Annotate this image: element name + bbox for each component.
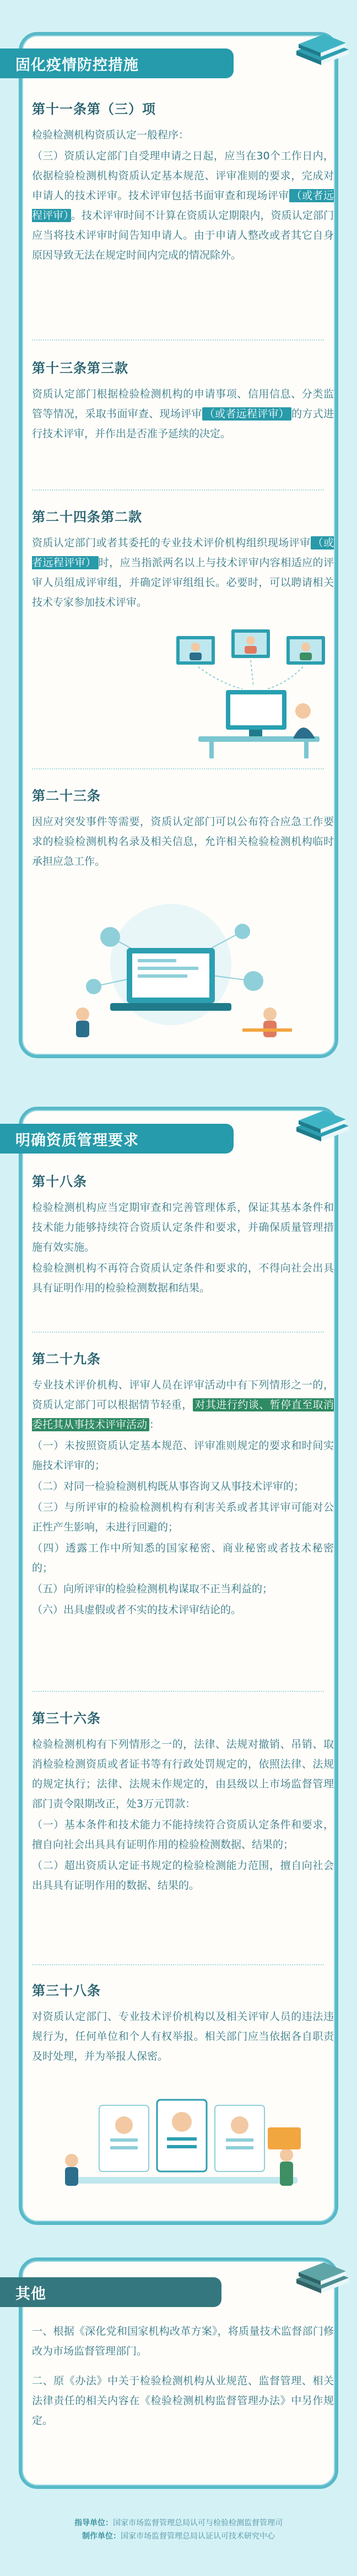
- article-36-block: [32, 1707, 334, 1896]
- paragraph: 对资质认定部门、专业技术评价机构以及相关评审人员的违法违规行为，任何单位和个人有权举报。相关部门应当依据各自职责及时处理，并为举报人保密。: [32, 2011, 334, 2062]
- footer-text: 国家市场监督管理总局认可与检验检测监督管理司: [113, 2519, 283, 2528]
- article-title: 第三十八条: [32, 1983, 101, 1998]
- reporting-illustration: [50, 2094, 314, 2216]
- paragraph: [32, 533, 334, 612]
- other-block: [32, 2321, 334, 2432]
- article-38-block: [32, 1980, 334, 2067]
- text-run: 资质认定部门根据检验检测机构的申请事项、信用信息、分类监管等情况，采取书面审查、现场评审: [32, 388, 334, 420]
- article-13-block: [32, 357, 334, 445]
- text-run: 时，应当指派两名以上与技术评审内容相适应的评审人员组成评审组，并确定评审组组长。必要时，可以聘请相关技术专家参加技术评审。: [32, 557, 334, 608]
- text-run: 资质认定部门或者其委托的专业技术评价机构组织现场评审: [32, 537, 311, 549]
- divider: [32, 339, 324, 341]
- books-icon: [291, 2257, 351, 2301]
- paragraph: 检验检测机构应当定期审查和完善管理体系，保证其基本条件和技术能力能够持续符合资质认定条件和要求，并确保质量管理措施有效实施。: [32, 1201, 334, 1253]
- section-title-epidemic: 固化疫情防控措施: [0, 48, 234, 78]
- divider: [32, 768, 324, 769]
- article-body: [32, 384, 334, 444]
- paragraph: 检验检测机构有下列情形之一的，法律、法规对撤销、吊销、取消检验检测资质或者证书等有行政处罚规定的，依照法律、法规的规定执行；法律、法规未作规定的，由县级以上市场监督管理部门责令限期改正，处3万元罚款：: [32, 1738, 334, 1810]
- section-title-other: 其他: [0, 2277, 221, 2307]
- list-item: （三）与所评审的检验检测机构有利害关系或者其评审可能对公正性产生影响，未进行回避的；: [32, 1501, 334, 1533]
- text-run: ：: [149, 1419, 160, 1431]
- article-title: 第二十四条第二款: [32, 509, 142, 525]
- paragraph: 检验检测机构不再符合资质认定条件和要求的，不得向社会出具具有证明作用的检验检测数据和结果。: [32, 1262, 334, 1294]
- highlight-remote-review: （或者远程评审）: [32, 190, 334, 222]
- paragraph: 一、根据《深化党和国家机构改革方案》，将质量技术监督部门修改为市场监督管理部门。: [32, 2325, 334, 2357]
- list-item: （二）超出资质认定证书规定的检验检测能力范围，擅自向社会出具具有证明作用的数据、结果的。: [32, 1860, 334, 1891]
- footer: [0, 2516, 357, 2543]
- divider: [32, 1691, 324, 1692]
- article-body: [32, 125, 334, 265]
- list-item: （一）未按照资质认定基本规范、评审准则规定的要求和时间实施技术评审的；: [32, 1440, 334, 1472]
- article-title: 第十一条第（三）项: [32, 101, 156, 117]
- text-run: （三）资质认定部门自受理申请之日起，应当在30个工作日内，依据检验检测机构资质认定基本规范、评审准则的要求，完成对申请人的技术评审。技术评审包括书面审查和现场评审: [32, 150, 334, 202]
- paragraph: [32, 384, 334, 444]
- list-item: （二）对同一检验检测机构既从事咨询又从事技术评审的；: [32, 1480, 305, 1492]
- highlight-remote-review: （或者远程评审）: [202, 407, 291, 421]
- article-body: [32, 1734, 334, 1895]
- paragraph: 检验检测机构资质认定一般程序：: [32, 129, 190, 141]
- divider: [32, 1332, 324, 1333]
- emergency-network-illustration: [33, 904, 320, 1042]
- other-body: [32, 2321, 334, 2431]
- footer-text: 国家市场监督管理总局认证认可技术研究中心: [121, 2532, 275, 2541]
- article-title: 第二十三条: [32, 788, 101, 804]
- paragraph: 二、原《办法》中关于检验检测机构从业规范、监督管理、相关法律责任的相关内容在《检验检测机构监督管理办法》中另作规定。: [32, 2375, 334, 2427]
- article-29-block: [32, 1348, 334, 1621]
- article-title: 第二十九条: [32, 1351, 101, 1367]
- list-item: （五）向所评审的检验检测机构谋取不正当利益的；: [32, 1583, 273, 1595]
- books-icon: [291, 29, 351, 73]
- highlight-sanction: 对其进行约谈、暂停直至取消委托其从事技术评审活动: [32, 1399, 334, 1431]
- text-run: 。技术评审时间不计算在资质认定期限内，资质认定部门应当将技术评审时间告知申请人。由于申请人整改或者其它自身原因导致无法在规定时间内完成的情况除外。: [32, 209, 334, 261]
- article-body: [32, 812, 334, 871]
- article-body: [32, 533, 334, 612]
- paragraph: [32, 146, 334, 265]
- footer-line: [0, 2530, 357, 2543]
- article-body: [32, 2007, 334, 2066]
- highlight-remote-review: （或者远程评审）: [32, 537, 334, 569]
- list-item: （六）出具虚假或者不实的技术评审结论的。: [32, 1604, 242, 1616]
- text-run: 的方式进行技术评审，并作出是否准予延续的决定。: [32, 408, 334, 440]
- article-title: 第十三条第三款: [32, 360, 128, 376]
- article-23-block: [32, 785, 334, 872]
- section-title-qualification: 明确资质管理要求: [0, 1124, 234, 1154]
- remote-review-illustration: [165, 628, 336, 761]
- divider: [32, 1964, 324, 1965]
- article-title: 第十八条: [32, 1174, 87, 1189]
- footer-line: [0, 2516, 357, 2530]
- article-title: 第三十六条: [32, 1711, 101, 1726]
- list-item: （一）基本条件和技术能力不能持续符合资质认定条件和要求，擅自向社会出具具有证明作用的检验检测数据、结果的；: [32, 1819, 334, 1851]
- article-18-block: [32, 1171, 334, 1299]
- article-24-block: [32, 506, 334, 613]
- paragraph: 因应对突发事件等需要，资质认定部门可以公布符合应急工作要求的检验检测机构名录及相关信息，允许相关检验检测机构临时承担应急工作。: [32, 816, 334, 867]
- article-11-block: [32, 98, 334, 266]
- divider: [32, 489, 324, 491]
- list-item: （四）透露工作中所知悉的国家秘密、商业秘密或者技术秘密的；: [32, 1542, 334, 1574]
- text-run: 专业技术评价机构、评审人员在评审活动中有下列情形之一的，资质认定部门可以根据情节轻重，: [32, 1379, 334, 1411]
- article-body: [32, 1198, 334, 1298]
- article-body: [32, 1375, 334, 1620]
- footer-label: 指导单位：: [74, 2519, 113, 2528]
- footer-label: 制作单位：: [82, 2532, 121, 2541]
- paragraph: [32, 1375, 334, 1435]
- books-icon: [291, 1105, 351, 1149]
